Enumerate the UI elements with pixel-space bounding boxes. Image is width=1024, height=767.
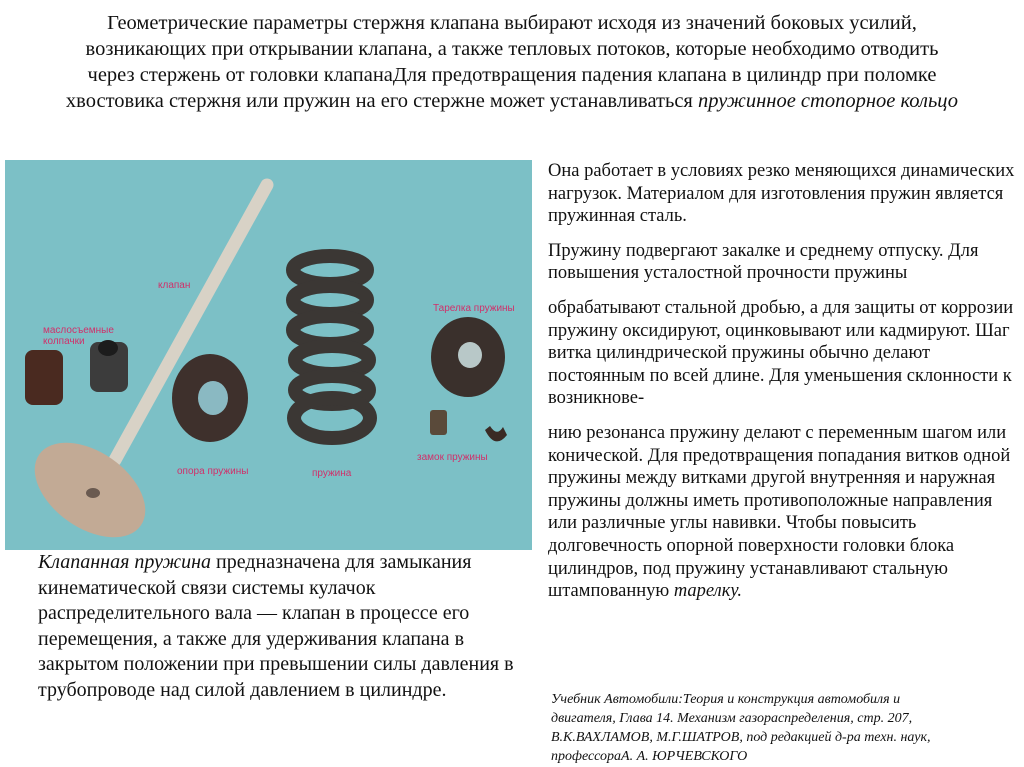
title-line: через стержень от головки клапанаДля предотвращения падения клапана в цилиндр при поломке [87,64,937,86]
label-caps-2: колпачки [43,336,85,347]
valve-spring-definition [38,550,538,703]
label-spring: пружина [312,468,352,479]
label-retainer: Тарелка пружины [433,303,515,314]
paragraph: Она работает в условиях резко меняющихся динамических нагрузок. Материалом для изготовления пружин является пружинная сталь. [548,161,1015,227]
citation-line: двигателя, Глава 14. Механизм газораспределения, стр. 207, [551,711,913,726]
term-italic: Клапанная пружина [38,551,212,573]
label-keeper: замок пружины [417,452,488,463]
spring-coils [293,256,370,438]
paragraph [548,422,1018,603]
title-line: возникающих при открывании клапана, а также тепловых потоков, которые необходимо отводить [85,38,939,60]
valve-head [17,423,162,550]
paragraph-italic: тарелку. [673,581,743,602]
citation-line: Учебник Автомобили:Теория и конструкция автомобиля и [551,692,901,707]
definition-text: предназначена для замыкания кинематической связи системы кулачок распределительного вала — клапан в процессе его перемещения, а также для удерживания клапана в закрытом положении при превышении силы давления в трубопроводе над силой давлением в цилиндре. [38,551,514,701]
valve-parts-photo [5,160,532,550]
keeper-1 [430,410,447,435]
title-line [0,88,1024,114]
label-caps-1: маслосъемные [43,325,114,336]
citation-line: В.К.ВАХЛАМОВ, М.Г.ШАТРОВ, под редакцией д-ра техн. наук, [551,730,931,745]
citation-line: профессораА. А. ЮРЧЕВСКОГО [551,749,748,764]
valve-parts-illustration [5,160,532,550]
citation [551,690,1021,766]
label-valve: клапан [158,280,191,291]
title-line: Геометрические параметры стержня клапана выбирают исходя из значений боковых усилий, [107,12,917,34]
spring-description [548,160,1018,603]
oil-cap-1 [25,350,63,405]
title-line-italic: пружинное стопорное кольцо [697,90,959,112]
paragraph: обрабатывают стальной дробью, а для защиты от коррозии пружину оксидируют, оцинковывают или кадмируют. Шаг витка цилиндрической пружины обычно делают постоянным по всей длине. Для уменьшения склонности к возникнове- [548,297,1014,409]
label-spring-seat: опора пружины [177,466,249,477]
paragraph: Пружину подвергают закалке и среднему отпуску. Для повышения усталостной прочности пружины [548,240,979,284]
title-line-plain: хвостовика стержня или пружин на его стержне может устанавливаться [65,90,698,112]
slide-title-text [0,10,1024,114]
keeper-2 [485,426,507,441]
paragraph-text: нию резонанса пружину делают с переменным шагом или конической. Для предотвращения попадания витков одной пружины между витками другой внутренняя и наружная пружины должны иметь противоположные направления или различные углы навивки. Чтобы повысить долговечность опорной поверхности головки блока цилиндров, под пружину устанавливают стальную штампованную [548,422,1011,602]
